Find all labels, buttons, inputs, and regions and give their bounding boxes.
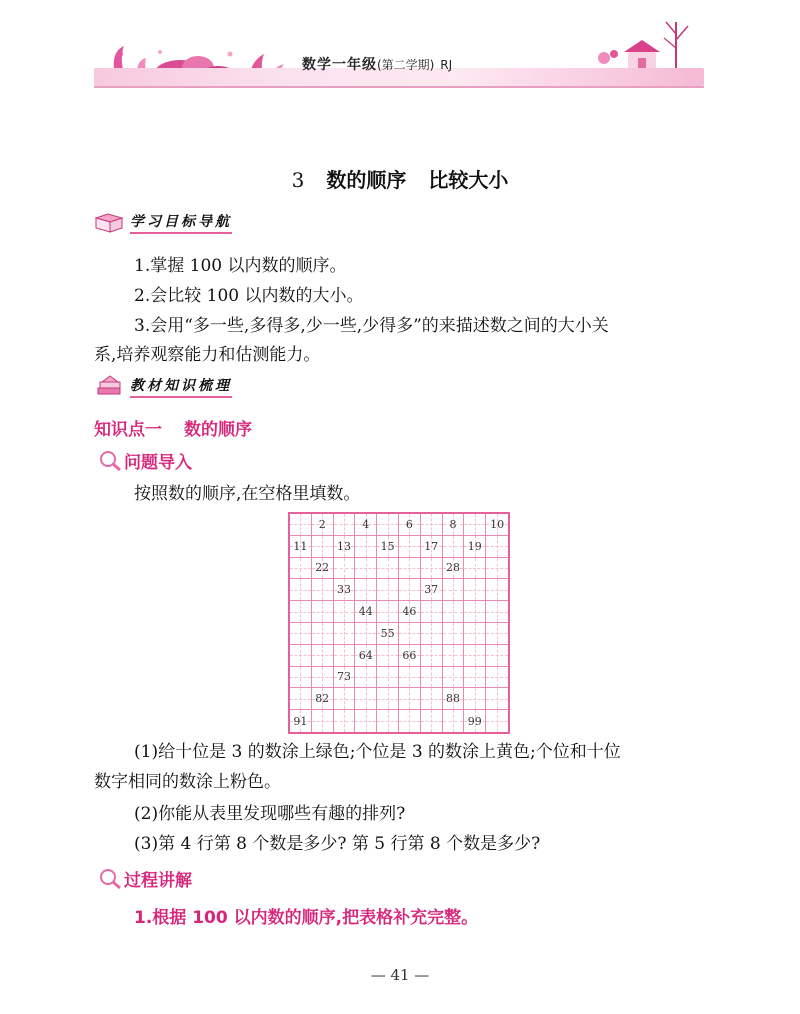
grid-cell [377, 579, 399, 601]
grid-cell-value: 91 [293, 714, 308, 728]
intro-heading-label: 问题导入 [124, 453, 192, 473]
grid-cell [290, 710, 312, 732]
grid-cell [443, 645, 465, 667]
grid-cell [443, 710, 465, 732]
grid-cell-value: 8 [449, 517, 457, 531]
grid-cell [355, 514, 377, 536]
grid-cell [312, 645, 334, 667]
grid-cell-value: 19 [467, 539, 482, 553]
grid-cell [421, 536, 443, 558]
grid-cell-value: 46 [402, 605, 417, 619]
grid-cell-value: 37 [424, 583, 439, 597]
grid-cell-value: 4 [362, 517, 370, 531]
grid-cell [334, 601, 356, 623]
goal-item-3: 3.会用“多一些,多得多,少一些,少得多”的来描述数之间的大小关 [134, 316, 609, 336]
grid-cell [355, 645, 377, 667]
grid-cell [312, 579, 334, 601]
grid-cell [377, 536, 399, 558]
grid-cell [399, 601, 421, 623]
grid-cell [486, 667, 508, 689]
grid-cell [355, 536, 377, 558]
grid-cell [334, 558, 356, 580]
grid-cell [399, 579, 421, 601]
grid-cell-value: 11 [293, 539, 308, 553]
grid-cell [377, 688, 399, 710]
question-3: (3)第 4 行第 8 个数是多少? 第 5 行第 8 个数是多少? [134, 834, 541, 854]
grid-cell [355, 579, 377, 601]
grid-cell [486, 579, 508, 601]
grid-cell [290, 536, 312, 558]
grid-cell [312, 688, 334, 710]
grid-cell [421, 514, 443, 536]
grid-cell-value: 99 [467, 714, 482, 728]
books-stack-icon [94, 374, 124, 398]
grid-cell [312, 667, 334, 689]
grid-cell-value: 10 [490, 517, 505, 531]
grid-cell [421, 645, 443, 667]
grid-cell [443, 514, 465, 536]
grid-cell [399, 688, 421, 710]
grid-cell [464, 645, 486, 667]
grid-cell [334, 514, 356, 536]
knowledge-review-label: 教材知识梳理 [130, 375, 232, 398]
grid-cell [290, 601, 312, 623]
grid-cell [486, 536, 508, 558]
grid-cell [290, 558, 312, 580]
grid-cell-value: 33 [336, 583, 351, 597]
grid-cell [355, 667, 377, 689]
grid-cell [443, 667, 465, 689]
grid-cell [464, 623, 486, 645]
grid-cell [486, 710, 508, 732]
grid-cell [486, 645, 508, 667]
number-grid [288, 512, 510, 734]
grid-cell [443, 601, 465, 623]
grid-cell [399, 623, 421, 645]
grid-cell-value: 17 [424, 539, 439, 553]
intro-instruction: 按照数的顺序,在空格里填数。 [134, 484, 361, 504]
grid-cell [334, 667, 356, 689]
grid-cell [377, 623, 399, 645]
grid-cell [334, 579, 356, 601]
grid-cell [399, 645, 421, 667]
grid-cell [421, 667, 443, 689]
grid-cell [464, 710, 486, 732]
grid-cell [464, 558, 486, 580]
book-title-main: 数学一年级 [302, 57, 377, 73]
magnifier-icon [98, 449, 124, 473]
grid-cell [312, 601, 334, 623]
grid-cell [334, 710, 356, 732]
grid-cell [486, 558, 508, 580]
grid-cell [421, 623, 443, 645]
grid-cell-value: 2 [318, 517, 326, 531]
section-title-part1: 数的顺序 [326, 168, 407, 192]
grid-cell [334, 536, 356, 558]
knowledge-review-tag [94, 372, 232, 400]
grid-cell [312, 710, 334, 732]
grid-cell-value: 28 [445, 561, 460, 575]
goal-item-3-cont: 系,培养观察能力和估测能力。 [94, 345, 321, 365]
question-2: (2)你能从表里发现哪些有趣的排列? [134, 804, 406, 824]
grid-cell [443, 536, 465, 558]
learning-goals-label: 学习目标导航 [130, 211, 232, 234]
grid-cell-value: 13 [336, 539, 351, 553]
grid-cell [443, 623, 465, 645]
section-title [0, 164, 800, 193]
grid-cell-value: 88 [445, 692, 460, 706]
grid-cell [290, 688, 312, 710]
grid-cell [443, 688, 465, 710]
grid-cell-value: 64 [358, 648, 373, 662]
grid-cell [377, 601, 399, 623]
grid-cell [399, 667, 421, 689]
grid-cell [486, 623, 508, 645]
grid-cell-value: 15 [380, 539, 395, 553]
grid-cell-value: 82 [315, 692, 330, 706]
grid-cell-value: 22 [315, 561, 330, 575]
grid-cell [290, 623, 312, 645]
book-icon [94, 210, 124, 234]
grid-cell-value: 66 [402, 648, 417, 662]
grid-cell [312, 623, 334, 645]
grid-cell [377, 558, 399, 580]
book-title-term: (第二学期) [377, 58, 435, 72]
grid-cell [312, 536, 334, 558]
grid-cell [377, 667, 399, 689]
grid-cell [486, 514, 508, 536]
grid-cell [443, 558, 465, 580]
grid-cell-value: 44 [358, 605, 373, 619]
grid-cell [334, 623, 356, 645]
section-title-part2: 比较大小 [428, 168, 509, 192]
book-edition: RJ [440, 58, 453, 72]
grid-cell [399, 710, 421, 732]
grid-cell [290, 579, 312, 601]
grid-cell [421, 579, 443, 601]
grid-cell [443, 579, 465, 601]
goal-item-1: 1.掌握 100 以内数的顺序。 [134, 256, 347, 276]
knowledge-point-name: 数的顺序 [184, 420, 252, 440]
question-1-cont: 数字相同的数涂上粉色。 [94, 772, 281, 792]
grid-cell [312, 558, 334, 580]
process-heading [98, 866, 192, 891]
knowledge-point-title [94, 415, 252, 440]
page-number: — 41 — [370, 966, 430, 984]
grid-cell [421, 688, 443, 710]
grid-cell [421, 601, 443, 623]
grid-cell [486, 688, 508, 710]
book-title [302, 54, 452, 74]
intro-heading [98, 448, 192, 473]
grid-cell [421, 710, 443, 732]
header-divider [94, 86, 704, 88]
house-tree-decoration-icon [594, 12, 704, 74]
grid-cell [464, 536, 486, 558]
grid-cell [464, 514, 486, 536]
section-number: 3 [291, 168, 305, 192]
grid-cell [355, 601, 377, 623]
grid-cell [464, 688, 486, 710]
grid-cell [464, 667, 486, 689]
grid-cell [377, 514, 399, 536]
process-step-1: 1.根据 100 以内数的顺序,把表格补充完整。 [134, 908, 479, 928]
grid-cell [421, 558, 443, 580]
process-heading-label: 过程讲解 [124, 871, 192, 891]
grid-cell [377, 645, 399, 667]
page-header [94, 12, 704, 88]
magnifier-icon [98, 867, 124, 891]
grid-cell [399, 536, 421, 558]
grid-cell-value: 55 [380, 626, 395, 640]
grid-cell [334, 645, 356, 667]
grid-cell [312, 514, 334, 536]
grid-cell [355, 623, 377, 645]
grid-cell [464, 579, 486, 601]
grid-cell-value: 73 [336, 670, 351, 684]
grid-cell [486, 601, 508, 623]
grid-cell [355, 710, 377, 732]
knowledge-point-label: 知识点一 [94, 420, 162, 440]
question-1: (1)给十位是 3 的数涂上绿色;个位是 3 的数涂上黄色;个位和十位 [134, 742, 621, 762]
grid-cell [290, 667, 312, 689]
grid-cell [334, 688, 356, 710]
grid-cell [464, 601, 486, 623]
grid-cell [399, 558, 421, 580]
grid-cell [355, 558, 377, 580]
grid-cell [377, 710, 399, 732]
grid-cell [399, 514, 421, 536]
grid-cell [290, 645, 312, 667]
grid-cell [290, 514, 312, 536]
learning-goals-tag [94, 208, 232, 236]
grid-cell [355, 688, 377, 710]
goal-item-2: 2.会比较 100 以内数的大小。 [134, 286, 364, 306]
grid-cell-value: 6 [405, 517, 413, 531]
